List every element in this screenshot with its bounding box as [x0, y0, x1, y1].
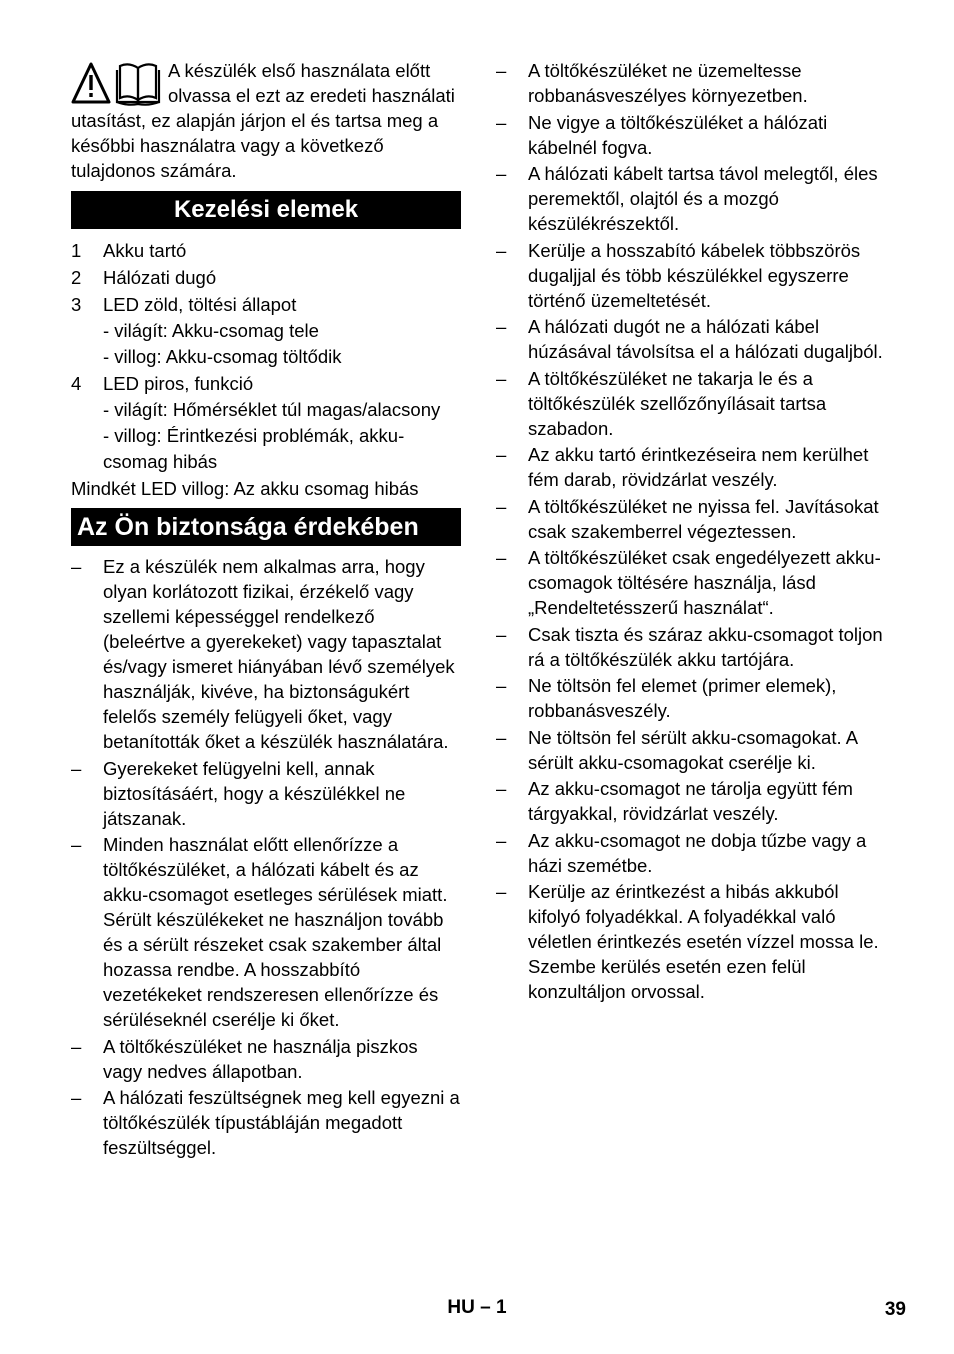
list-item: – Csak tiszta és száraz akku-csomagot toljon rá a töltőkészülék akku tartójára.	[496, 623, 883, 670]
list-item: – Ne vigye a töltőkészüléket a hálózati kábelnél fogva.	[496, 111, 828, 158]
footer-section-label: HU – 1	[447, 1297, 507, 1318]
warning-triangle-icon	[73, 64, 109, 102]
list-item: – A töltőkészüléket ne üzemeltesse robbanásveszélyes környezetben.	[496, 60, 808, 106]
open-book-icon	[117, 64, 159, 104]
right-column	[496, 58, 888, 1006]
list-item: – A hálózati feszültségnek meg kell egyezni a töltőkészülék típustábláján megadott feszültséggel.	[71, 1087, 460, 1158]
page-number: 39	[884, 1299, 906, 1320]
list-item: – Ne töltsön fel elemet (primer elemek), robbanásveszély.	[496, 675, 837, 721]
control-item: 1 Akku tartó	[71, 240, 187, 261]
control-subitem: - villog: Akku-csomag töltődik	[103, 346, 342, 367]
list-item: – Az akku tartó érintkezéseira nem kerülhet fém darab, rövidzárlat veszély.	[496, 444, 869, 490]
controls-list	[71, 237, 461, 502]
control-subitem: - világít: Akku-csomag tele	[103, 320, 319, 341]
control-item: 3 LED zöld, töltési állapot	[71, 294, 297, 315]
list-item: – A töltőkészüléket ne takarja le és a töltőkészülék szellőzőnyílásait tartsa szabadon.	[496, 367, 827, 439]
section-title-controls: Kezelési elemek	[71, 191, 461, 229]
safety-list-right	[496, 58, 888, 1004]
intro-block	[71, 58, 461, 183]
led-note: Mindkét LED villog: Az akku csomag hibás	[71, 478, 419, 499]
list-item: – A töltőkészüléket csak engedélyezett akku-csomagok töltésére használja, lásd „Rendeltetésszerű használat“.	[496, 547, 881, 618]
list-item: – Kerülje az érintkezést a hibás akkuból kifolyó folyadékkal. A folyadékkal való véletlen érintkezés esetén vízzel mossa le. Szembe kerülés esetén ezen felül konzultáljon orvossal.	[496, 881, 879, 1002]
intro-text: A készülék első használata előtt olvassa el ezt az eredeti használati utasítást, ez alapján járjon el és tartsa meg a későbbi használatra vagy a következő tulajdonos számára.	[71, 60, 455, 181]
control-item: 2 Hálózati dugó	[71, 267, 217, 288]
warning-manual-icon	[71, 60, 162, 108]
list-item: – Gyerekeket felügyelni kell, annak biztosításáért, hogy a készülékkel ne játszanak.	[71, 757, 406, 829]
control-item: 4 LED piros, funkció	[71, 373, 254, 394]
list-item: – Az akku-csomagot ne dobja tűzbe vagy a házi szemétbe.	[496, 829, 867, 876]
list-item: – Az akku-csomagot ne tárolja együtt fém tárgyakkal, rövidzárlat veszély.	[496, 778, 853, 824]
list-item: – Kerülje a hosszabító kábelek többszörös dugaljjal és több készülékkel egyszerre történő üzemeltetését.	[496, 239, 861, 311]
control-subitem: - villog: Érintkezési problémák, akku-csomag hibás	[103, 425, 405, 472]
list-item: – A töltőkészüléket ne nyissa fel. Javításokat csak szakemberrel végeztessen.	[496, 495, 879, 542]
left-column	[71, 58, 461, 1162]
control-subitem: - világít: Hőmérséklet túl magas/alacsony	[103, 399, 441, 420]
list-item: – A töltőkészüléket ne használja piszkos vagy nedves állapotban.	[71, 1035, 418, 1082]
section-title-safety: Az Ön biztonsága érdekében	[71, 508, 461, 546]
list-item: – A hálózati dugót ne a hálózati kábel húzásával távolsítsa el a hálózati dugaljból.	[496, 316, 883, 362]
list-item: – Minden használat előtt ellenőrízze a töltőkészüléket, a hálózati kábelt és az akku-csomagot esetleges sérülések miatt. Sérült készülékeket ne használjon tovább és a sérült részeket csak szakember által hozassa rendbe. A hosszabbító vezetékeket rendszeresen ellenőrízze és sérüléseknél cserélje ki őket.	[71, 834, 448, 1030]
safety-list-left	[71, 554, 461, 1160]
list-item: – Ne töltsön fel sérült akku-csomagokat. A sérült akku-csomagokat cserélje ki.	[496, 726, 858, 773]
list-item: – Ez a készülék nem alkalmas arra, hogy olyan korlátozott fizikai, érzékelő vagy szellemi képességgel rendelkező (beleértve a gyerekeket) vagy tapasztalat és/vagy ismeret hiányában lévő személyek használják, kivéve, ha biztonságukért felelős személy felügyeli őket, vagy betanították őket a készülék használatára.	[71, 556, 455, 752]
list-item: – A hálózati kábelt tartsa távol melegtől, éles peremektől, olajtól és a mozgó készülékrészektől.	[496, 163, 878, 234]
